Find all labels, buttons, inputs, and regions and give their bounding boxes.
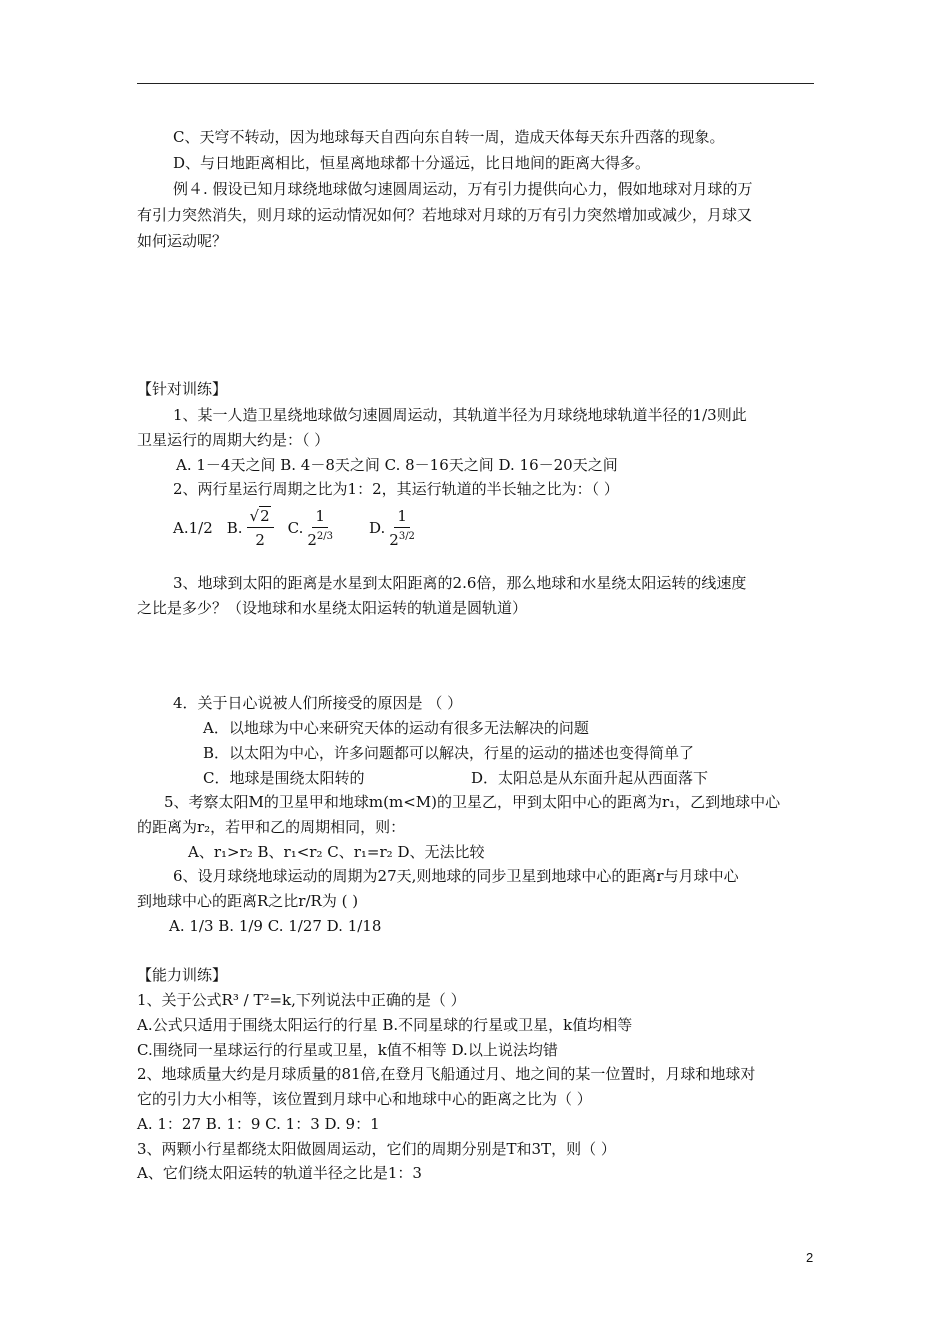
aq3-option-a: A、它们绕太阳运转的轨道半径之比是1：3 — [137, 1164, 422, 1182]
example-4-line-1: 例４. 假设已知月球绕地球做匀速圆周运动，万有引力提供向心力，假如地球对月球的万 — [173, 180, 753, 198]
tq2-c-base: 2 — [307, 531, 317, 549]
example-4-line-2: 有引力突然消失，则月球的运动情况如何？若地球对月球的万有引力突然增加或减少，月球又 — [137, 206, 753, 224]
tq2-c-numerator: 1 — [312, 507, 328, 528]
tq6-line-2: 到地球中心的距离R之比r/R为 ( ) — [137, 892, 359, 910]
targeted-heading: 【针对训练】 — [137, 380, 228, 398]
tq2-option-a: A.1/2 — [173, 519, 213, 537]
tq4-option-a: A．以地球为中心来研究天体的运动有很多无法解决的问题 — [203, 719, 589, 737]
option-c-line: C、天穹不转动，因为地球每天自西向东自转一周，造成天体每天东升西落的现象。 — [173, 128, 725, 146]
tq5-line-2: 的距离为r₂，若甲和乙的周期相同，则： — [137, 818, 406, 836]
tq2-option-c-label: C. — [287, 519, 304, 537]
tq2-option-d-label: D. — [369, 519, 386, 537]
ability-heading: 【能力训练】 — [137, 966, 228, 984]
tq3-line-1: 3、地球到太阳的距离是水星到太阳距离的2.6倍，那么地球和水星绕太阳运转的线速度 — [173, 574, 747, 592]
aq1-options-ab: A.公式只适用于围绕太阳运行的行星 B.不同星球的行星或卫星，k值均相等 — [137, 1016, 633, 1034]
tq2-options — [173, 502, 419, 554]
tq2-option-b-label: B. — [226, 519, 243, 537]
tq4-question: 4．关于日心说被人们所接受的原因是 （ ） — [173, 694, 463, 712]
tq2-b-denominator: 2 — [255, 531, 265, 549]
tq2-d-exponent: 3/2 — [398, 531, 415, 542]
example-4-line-3: 如何运动呢？ — [137, 232, 228, 250]
tq2-option-b-fraction: $\frac{√2}{2}$ — [247, 507, 274, 549]
tq4-option-c: C．地球是围绕太阳转的 — [203, 769, 365, 787]
tq2-b-radicand: 2 — [260, 507, 270, 525]
option-d-line: D、与日地距离相比，恒星离地球都十分遥远，比日地间的距离大得多。 — [173, 154, 651, 172]
tq2-option-c-fraction — [307, 507, 333, 549]
tq2-question: 2、两行星运行周期之比为1：2，其运行轨道的半长轴之比为：（ ） — [173, 480, 619, 498]
aq2-line-1: 2、地球质量大约是月球质量的81倍,在登月飞船通过月、地之间的某一位置时，月球和地球对 — [137, 1065, 756, 1083]
aq1-question: 1、关于公式R³ / T²=k,下列说法中正确的是（ ） — [137, 991, 466, 1009]
tq6-line-1: 6、设月球绕地球运动的周期为27天,则地球的同步卫星到地球中心的距离r与月球中心 — [173, 867, 739, 885]
tq1-options: A. 1－4天之间 B. 4－8天之间 C. 8－16天之间 D. 16－20天之间 — [176, 456, 618, 474]
tq1-line-1: 1、某一人造卫星绕地球做匀速圆周运动，其轨道半径为月球绕地球轨道半径的1/3则此 — [173, 406, 747, 424]
tq5-options: A、r₁>r₂ B、r₁<r₂ C、r₁=r₂ D、无法比较 — [188, 843, 485, 861]
aq2-options: A. 1：27 B. 1：9 C. 1：3 D. 9：1 — [137, 1115, 380, 1133]
tq5-line-1: 5、考察太阳M的卫星甲和地球m(m<M)的卫星乙，甲到太阳中心的距离为r₁，乙到地球中心 — [164, 793, 781, 811]
tq2-d-base: 2 — [389, 531, 399, 549]
tq1-line-2: 卫星运行的周期大约是：（ ） — [137, 431, 330, 449]
aq2-line-2: 它的引力大小相等，该位置到月球中心和地球中心的距离之比为（ ） — [137, 1090, 592, 1108]
tq6-options: A. 1/3 B. 1/9 C. 1/27 D. 1/18 — [169, 917, 382, 935]
aq1-options-cd: C.围绕同一星球运行的行星或卫星，k值不相等 D.以上说法均错 — [137, 1041, 558, 1059]
tq2-d-numerator: 1 — [394, 507, 410, 528]
tq2-c-exponent: 2/3 — [316, 531, 334, 542]
page-number: 2 — [806, 1250, 814, 1265]
header-rule — [137, 83, 814, 84]
tq2-option-d-fraction — [389, 507, 415, 549]
tq4-option-b: B．以太阳为中心，许多问题都可以解决，行星的运动的描述也变得简单了 — [203, 744, 695, 762]
tq3-line-2: 之比是多少？（设地球和水星绕太阳运转的轨道是圆轨道） — [137, 599, 528, 617]
aq3-question: 3、两颗小行星都绕太阳做圆周运动，它们的周期分别是T和3T，则（ ） — [137, 1140, 616, 1158]
tq4-option-d: D．太阳总是从东面升起从西面落下 — [471, 769, 709, 787]
